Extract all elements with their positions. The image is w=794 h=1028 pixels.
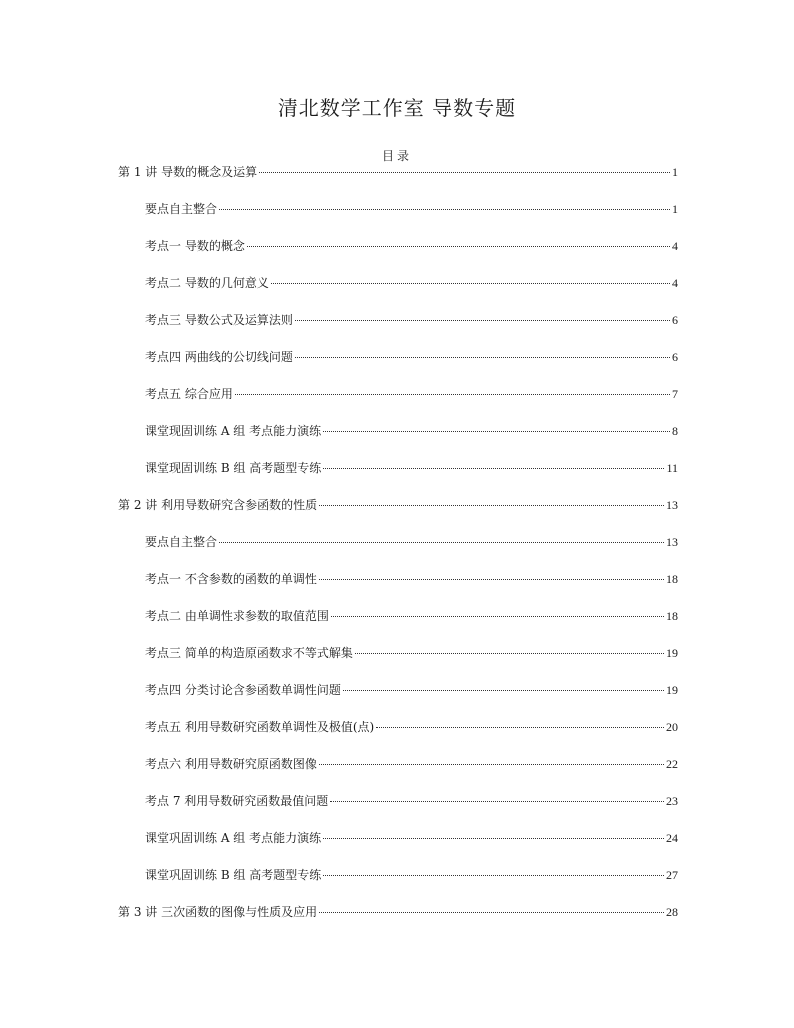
- toc-dot-leader: [219, 209, 670, 210]
- toc-entry-label: 考点三 简单的构造原函数求不等式解集: [145, 646, 353, 660]
- toc-entry-label: 考点四 两曲线的公切线问题: [145, 350, 293, 364]
- toc-entry-label: 考点五 综合应用: [145, 387, 233, 401]
- toc-dot-leader: [323, 875, 664, 876]
- toc-dot-leader: [259, 172, 670, 173]
- toc-page-number: 23: [666, 794, 678, 808]
- toc-entry-label: 考点四 分类讨论含参函数单调性问题: [145, 683, 341, 697]
- toc-section-entry[interactable]: [145, 867, 678, 883]
- toc-section-entry[interactable]: [145, 830, 678, 846]
- toc-entry-label: 要点自主整合: [145, 202, 218, 216]
- toc-entry-label: 第 1 讲 导数的概念及运算: [118, 165, 258, 179]
- toc-entry-label: 考点二 导数的几何意义: [145, 276, 269, 290]
- toc-page-number: 19: [666, 646, 678, 660]
- toc-section-entry[interactable]: [145, 682, 678, 698]
- toc-page-number: 1: [672, 202, 678, 216]
- toc-dot-leader: [319, 579, 664, 580]
- toc-dot-leader: [323, 838, 664, 839]
- toc-page-number: 22: [666, 757, 678, 771]
- toc-entry-label: 课堂现固训练 A 组 考点能力演练: [145, 424, 322, 438]
- toc-section-entry[interactable]: [145, 312, 678, 328]
- toc-page-number: 18: [666, 572, 678, 586]
- toc-entry-label: 考点六 利用导数研究原函数图像: [145, 757, 317, 771]
- toc-entry-label: 考点一 导数的概念: [145, 239, 245, 253]
- toc-dot-leader: [219, 542, 664, 543]
- toc-page-number: 4: [672, 276, 678, 290]
- toc-section-entry[interactable]: [145, 756, 678, 772]
- toc-section-entry[interactable]: [145, 238, 678, 254]
- toc-page-number: 28: [666, 905, 678, 919]
- toc-page-number: 8: [672, 424, 678, 438]
- toc-entry-label: 考点二 由单调性求参数的取值范围: [145, 609, 329, 623]
- toc-dot-leader: [271, 283, 670, 284]
- toc-page-number: 19: [666, 683, 678, 697]
- toc-entry-label: 第 3 讲 三次函数的图像与性质及应用: [118, 905, 318, 919]
- toc-dot-leader: [343, 690, 664, 691]
- toc-section-entry[interactable]: [145, 608, 678, 624]
- toc-entry-label: 课堂巩固训练 B 组 高考题型专练: [145, 868, 322, 882]
- toc-dot-leader: [323, 431, 670, 432]
- toc-dot-leader: [295, 320, 670, 321]
- toc-page-number: 24: [666, 831, 678, 845]
- toc-entry-label: 课堂现固训练 B 组 高考题型专练: [145, 461, 322, 475]
- toc-entry-label: 考点五 利用导数研究函数单调性及极值(点): [145, 720, 375, 734]
- toc-chapter-entry[interactable]: [118, 164, 678, 180]
- toc-chapter-entry[interactable]: [118, 497, 678, 513]
- toc-entry-label: 考点一 不含参数的函数的单调性: [145, 572, 317, 586]
- toc-dot-leader: [319, 912, 664, 913]
- toc-page-number: 13: [666, 498, 678, 512]
- toc-dot-leader: [235, 394, 670, 395]
- toc-dot-leader: [319, 764, 664, 765]
- toc-page-number: 6: [672, 313, 678, 327]
- toc-dot-leader: [355, 653, 664, 654]
- toc-section-entry[interactable]: [145, 719, 678, 735]
- toc-entry-label: 课堂巩固训练 A 组 考点能力演练: [145, 831, 322, 845]
- toc-section-entry[interactable]: [145, 460, 678, 476]
- toc-dot-leader: [319, 505, 664, 506]
- toc-dot-leader: [295, 357, 670, 358]
- toc-page-number: 11: [666, 461, 678, 475]
- toc-dot-leader: [376, 727, 664, 728]
- toc-page-number: 1: [672, 165, 678, 179]
- toc-heading: 目录: [381, 149, 412, 163]
- toc-section-entry[interactable]: [145, 201, 678, 217]
- toc-entry-label: 第 2 讲 利用导数研究含参函数的性质: [118, 498, 318, 512]
- toc-section-entry[interactable]: [145, 275, 678, 291]
- toc-section-entry[interactable]: [145, 423, 678, 439]
- toc-entry-label: 考点 7 利用导数研究函数最值问题: [145, 794, 329, 808]
- toc-section-entry[interactable]: [145, 534, 678, 550]
- toc-page-number: 20: [666, 720, 678, 734]
- toc-page-number: 27: [666, 868, 678, 882]
- document-title: 清北数学工作室 导数专题: [277, 96, 517, 120]
- toc-dot-leader: [247, 246, 670, 247]
- toc-page-number: 13: [666, 535, 678, 549]
- toc-section-entry[interactable]: [145, 645, 678, 661]
- toc-section-entry[interactable]: [145, 571, 678, 587]
- toc-section-entry[interactable]: [145, 793, 678, 809]
- toc-dot-leader: [323, 468, 664, 469]
- toc-page-number: 4: [672, 239, 678, 253]
- toc-chapter-entry[interactable]: [118, 904, 678, 920]
- toc-entry-label: 考点三 导数公式及运算法则: [145, 313, 293, 327]
- toc-dot-leader: [330, 801, 664, 802]
- toc-page-number: 7: [672, 387, 678, 401]
- toc-dot-leader: [331, 616, 664, 617]
- toc-section-entry[interactable]: [145, 386, 678, 402]
- toc-entry-label: 要点自主整合: [145, 535, 218, 549]
- toc-page-number: 18: [666, 609, 678, 623]
- toc-page-number: 6: [672, 350, 678, 364]
- toc-section-entry[interactable]: [145, 349, 678, 365]
